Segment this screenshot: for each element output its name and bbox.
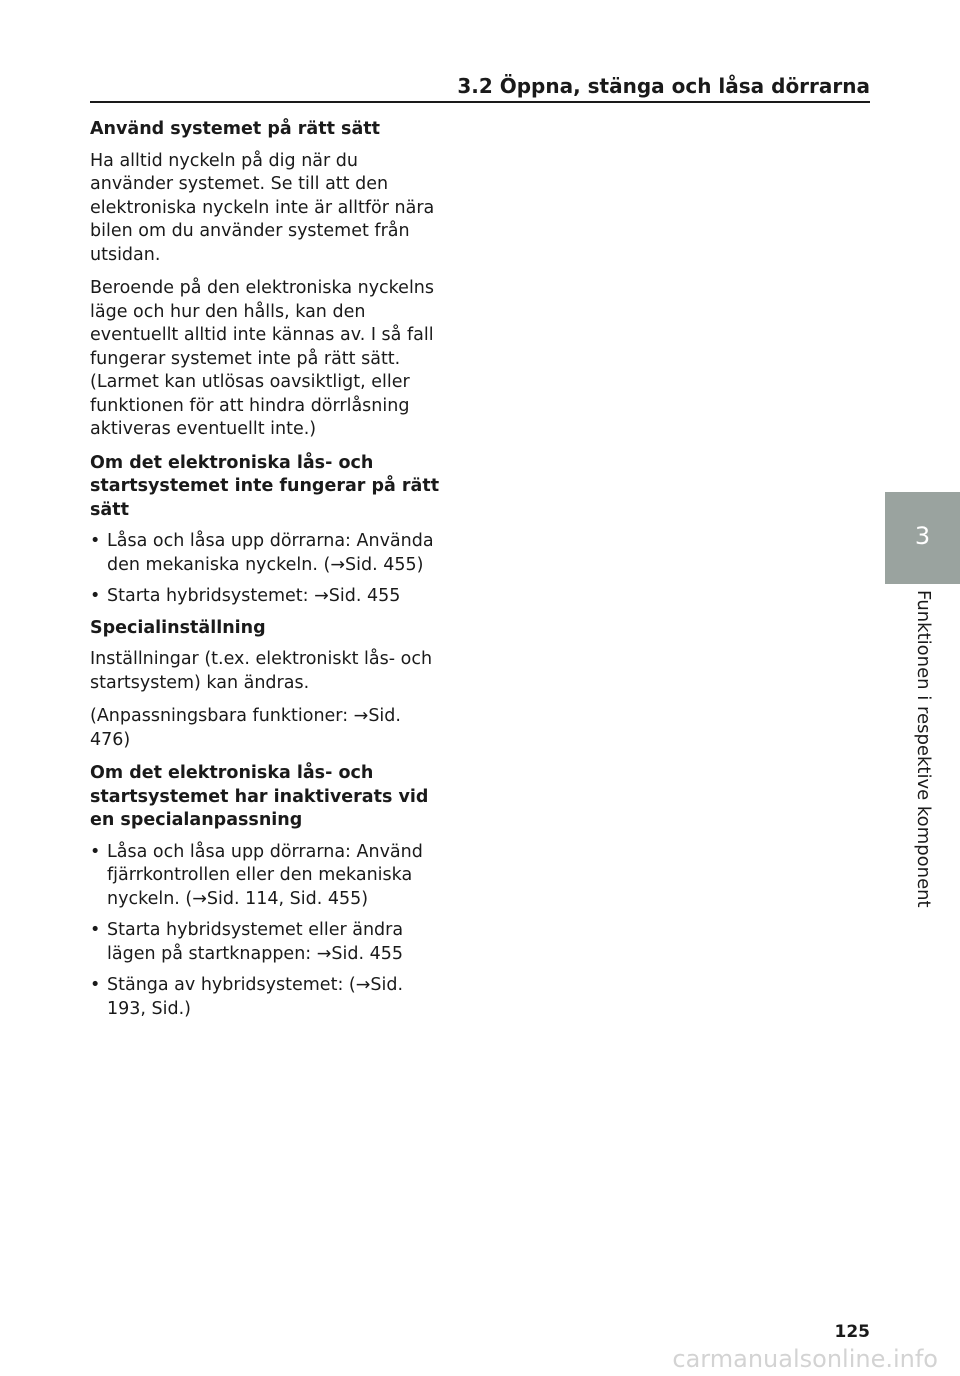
list-item-text: Låsa och låsa upp dörrarna: Använd fjärrkontrollen eller den mekaniska nyckeln. (→Sid. 114, Sid. 455)	[107, 841, 423, 909]
paragraph: (Anpassningsbara funktioner: →Sid. 476)	[90, 706, 401, 750]
bullet-icon: •	[90, 586, 101, 606]
section-heading-deactivated: Om det elektroniska lås- och startsystemet har inaktiverats vid en specialanpassning	[90, 763, 429, 830]
section-heading-malfunction: Om det elektroniska lås- och startsystemet inte fungerar på rätt sätt	[90, 452, 440, 520]
bullet-icon: •	[90, 975, 101, 995]
list-item-text: Stänga av hybridsystemet: (→Sid. 193, Sid.)	[107, 975, 404, 1019]
list-item	[90, 841, 440, 912]
paragraph: Beroende på den elektroniska nyckelns läge och hur den hålls, kan den eventuellt alltid inte kännas av. I så fall fungerar systemet inte på rätt sätt. (Larmet kan utlösas oavsiktligt, eller funktionen för att hindra dörrlåsning aktiveras eventuellt inte.)	[90, 278, 435, 439]
bullet-icon: •	[90, 841, 101, 862]
main-content	[90, 118, 440, 1029]
list-item	[90, 530, 440, 577]
chapter-tab	[885, 492, 960, 584]
bullet-list	[90, 841, 440, 1022]
page-number: 125	[834, 1322, 870, 1342]
section-header-title: 3.2 Öppna, stänga och låsa dörrarna	[457, 74, 870, 98]
bullet-list	[90, 530, 440, 609]
chapter-side-label: Funktionen i respektive komponent	[913, 590, 934, 908]
section-heading-correct-use: Använd systemet på rätt sätt	[90, 119, 380, 139]
bullet-icon: •	[90, 920, 101, 940]
list-item-text: Starta hybridsystemet: →Sid. 455	[107, 586, 401, 606]
list-item	[90, 585, 440, 609]
list-item	[90, 974, 440, 1021]
list-item-text: Starta hybridsystemet eller ändra lägen på startknappen: →Sid. 455	[107, 920, 404, 964]
header-divider	[90, 101, 870, 103]
paragraph: Inställningar (t.ex. elektroniskt lås- och startsystem) kan ändras.	[90, 649, 433, 693]
watermark: carmanualsonline.info	[672, 1345, 938, 1373]
list-item-text: Låsa och låsa upp dörrarna: Använda den mekaniska nyckeln. (→Sid. 455)	[107, 531, 434, 575]
section-heading-special-setting: Specialinställning	[90, 617, 266, 638]
chapter-number: 3	[914, 522, 931, 550]
list-item	[90, 919, 440, 966]
paragraph: Ha alltid nyckeln på dig när du använder systemet. Se till att den elektroniska nyckeln inte är alltför nära bilen om du använder systemet från utsidan.	[90, 150, 435, 265]
bullet-icon: •	[90, 531, 101, 551]
